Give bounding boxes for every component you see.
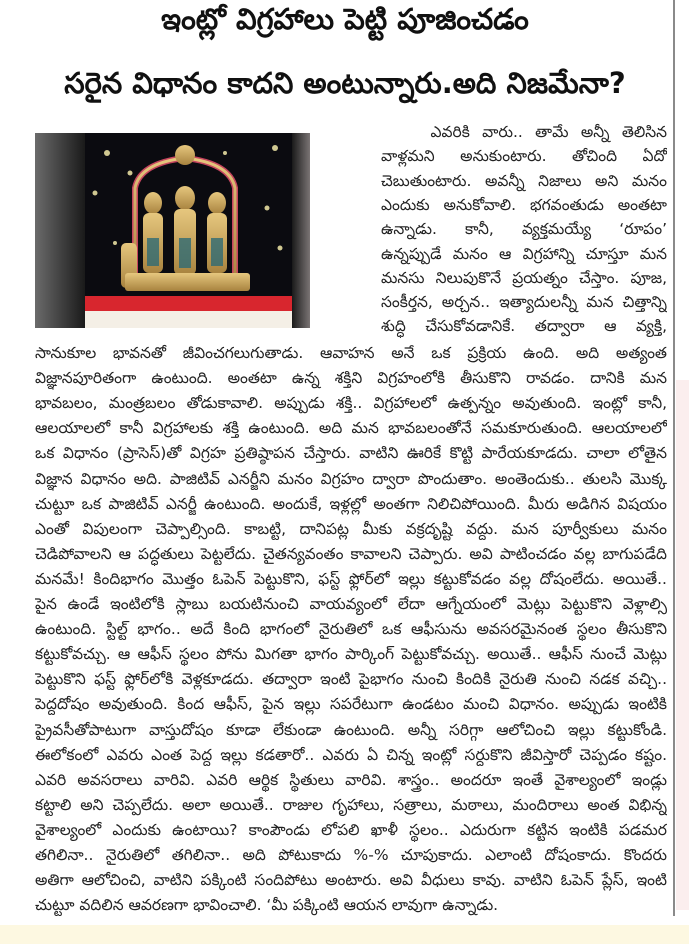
- text-line: పెట్టుకొని ఫస్ట్ ఫ్లోర్‌లోకి వెళ్లకూడదు. తద్వారా ఇంటి పైభాగం నుంచి కిందికి నైరుతి నుంచి నడక వచ్చి..: [35, 670, 667, 689]
- text-line: ఉన్నప్పుడే మనం ఆ విగ్రహాన్ని చూస్తూ మన: [381, 244, 667, 263]
- text-line: తగిలినా.. నైరుతిలో తగిలినా.. అది పోటుకాదు %-% చూపుకాదు. ఎలాంటి దోషంకాదు. కొందరు: [35, 846, 667, 864]
- text-line: ఉంటుంది. స్టిల్ట్ భాగం.. అదే కింది భాగంలో నైరుతిలో ఒక ఆఫీసును అవసరమైనంత స్థలం తీసుకొని: [35, 620, 667, 639]
- text-line: సానుకూల భావనతో జీవించగలుగుతాడు. ఆవాహన అనే ఒక ప్రక్రియ ఉంది. అది అత్యంత: [35, 344, 667, 362]
- text-line: ఉన్నాడు. కానీ, వ్యక్తమయ్యే ‘రూపం’: [381, 220, 667, 239]
- text-line: కట్టాలి అని చెప్పలేదు. అలా అయితే.. రాజుల గృహాలు, సత్రాలు, మఠాలు, మందిరాలు అంత విభిన్న: [35, 795, 667, 814]
- text-line: విజ్ఞాన విధానం అది. పాజిటివ్ ఎనర్జీని మనం విగ్రహం ద్వారా పొందుతాం. అంతెందుకు.. తులసి మొక్క: [35, 469, 667, 488]
- text-line: పెద్దదోషం అవుతుంది. కింద ఆఫీస్, పైన ఇల్లు సపరేటుగా ఉండటం మంచి విధానం. అప్పుడు ఇంటికి: [35, 695, 667, 714]
- text-line: సంకీర్తన, అర్చన.. ఇత్యాదులన్నీ మన చిత్తాన్ని: [381, 293, 667, 312]
- text-line: ఎందుకు అనుకోవాలి. భగవంతుడు అంతటా: [381, 195, 667, 214]
- text-line: పైన ఉండే ఇంటిలోకి స్లాబు బయటినుంచి వాయవ్యంలో లేదా ఆగ్నేయంలో మెట్లు పెట్టుకొని వెళ్లాల్సి: [35, 595, 667, 613]
- text-line: చెబుతుంటారు. అవన్నీ నిజాలు అని మనం: [381, 171, 667, 190]
- text-line: భావబలం, మంత్రబలం తోడుకావాలి. అప్పుడు శక్తి.. విగ్రహాలలో ఉత్పన్నం అవుతుంది. ఇంట్లో కానీ,: [35, 394, 667, 413]
- page-edge: [676, 380, 689, 910]
- text-line: ఒక విధానం (ప్రాసెస్)తో విగ్రహ ప్రతిష్ఠాపన చేస్తారు. వాటిని ఊరికే కొట్టి పారేయకూడదు. చాలా లోతైన: [35, 444, 667, 463]
- text-line: చుట్టూ వదిలిన ఆవరణగా భావించాలి. ‘మీ పక్కింటి ఆయన లావుగా ఉన్నాడు.: [35, 896, 499, 915]
- text-line: మనసు నిలుపుకొనే ప్రయత్నం చేస్తాం. పూజ,: [381, 268, 667, 287]
- text-line: కట్టుకోవచ్చు. ఆ ఆఫీస్ స్థలం పోను మిగతా భాగం పార్కింగ్ పెట్టుకోవచ్చు. అయితే.. ఆఫీస్ నుంచే మెట్లు: [35, 645, 667, 664]
- text-line: ఈలోకంలో ఎవరు ఎంత పెద్ద ఇల్లు కడతారో.. ఎవరు ఏ చిన్న ఇంట్లో సర్దుకొని జీవిస్తారో చెప్పడం కష్టం.: [35, 745, 667, 764]
- text-line: ఎంతో విపులంగా చెప్పాల్సింది. కాబట్టి, దానిపట్ల మీకు వక్రదృష్టి వద్దు. మన పూర్వీకులు మనం: [35, 519, 667, 538]
- text-line: ఆలయాలలో కానీ విగ్రహాలకు శక్తి ఉంటుంది. అది మన భావబలంతోనే సమకూరుతుంది. ఆలయాలలో: [35, 419, 667, 438]
- headline-line-1: ఇంట్లో విగ్రహాలు పెట్టి పూజించడం: [161, 2, 529, 36]
- column-divider: [673, 0, 675, 916]
- text-line: మనమే! కిందిభాగం మొత్తం ఓపెన్ పెట్టుకొని, ఫస్ట్ ఫ్లోర్‌లో ఇల్లు కట్టుకోవడం వల్ల దోషంలేదు. అయితే..: [35, 569, 667, 588]
- text-line: ప్రైవసీతోపాటుగా వాస్తుదోషం కూడా లేకుండా ఉంటుంది. అన్నీ సరిగ్గా ఆలోచించి ఇల్లు కట్టుకోండి.: [35, 720, 667, 739]
- text-line: విజ్ఞానపూరితంగా ఉంటుంది. అంతటా ఉన్న శక్తిని విగ్రహంలోకి తీసుకొని రావడం. దానికి మన: [35, 369, 667, 388]
- text-line: చెడిపోవాలని ఆ పద్ధతులు పెట్టలేదు. చైతన్యవంతం కావాలని చెప్పారు. అవి పాటించడం వల్ల బాగుపడేది: [35, 544, 667, 563]
- idols-photo: [35, 133, 310, 328]
- text-line: శుద్ధి చేసుకోవడానికే. తద్వారా ఆ వ్యక్తి,: [381, 317, 667, 336]
- bottom-strip: [0, 925, 689, 944]
- headline-line-2: సరైన విధానం కాదని అంటున్నారు.అది నిజమేనా?: [64, 66, 626, 100]
- text-line: ఎవరి అవసరాలు వారివి. ఎవరి ఆర్థిక స్థితులు వారివి. శాస్త్రం.. అందరూ ఇంతే వైశాల్యంలో ఇండ్లు: [35, 770, 667, 789]
- text-line: చుట్టూ ఒక పాజిటివ్ ఎనర్జీ ఉంటుంది. అందుకే, ఇళ్లల్లో అంతగా నిలిచిపోయింది. మీరు అడిగిన విషయం: [35, 494, 667, 513]
- text-line: అతిగా ఆలోచించి, వాటిని పక్కింటి సందిపోటు అంటారు. అవి వీధులు కావు. వాటిని ఓపెన్ ప్లేస్, ఇంటి: [35, 871, 667, 890]
- text-line: వైశాల్యంలో ఎందుకు ఉంటాయి? కాంపౌండు లోపలి ఖాళీ స్థలం.. ఎదురుగా కట్టిన ఇంటికి పడమర: [35, 820, 667, 839]
- text-line: వాళ్లమని అనుకుంటారు. తోచింది ఏదో: [381, 147, 667, 166]
- text-line: ఎవరికి వారు.. తామే అన్నీ తెలిసిన: [381, 123, 667, 141]
